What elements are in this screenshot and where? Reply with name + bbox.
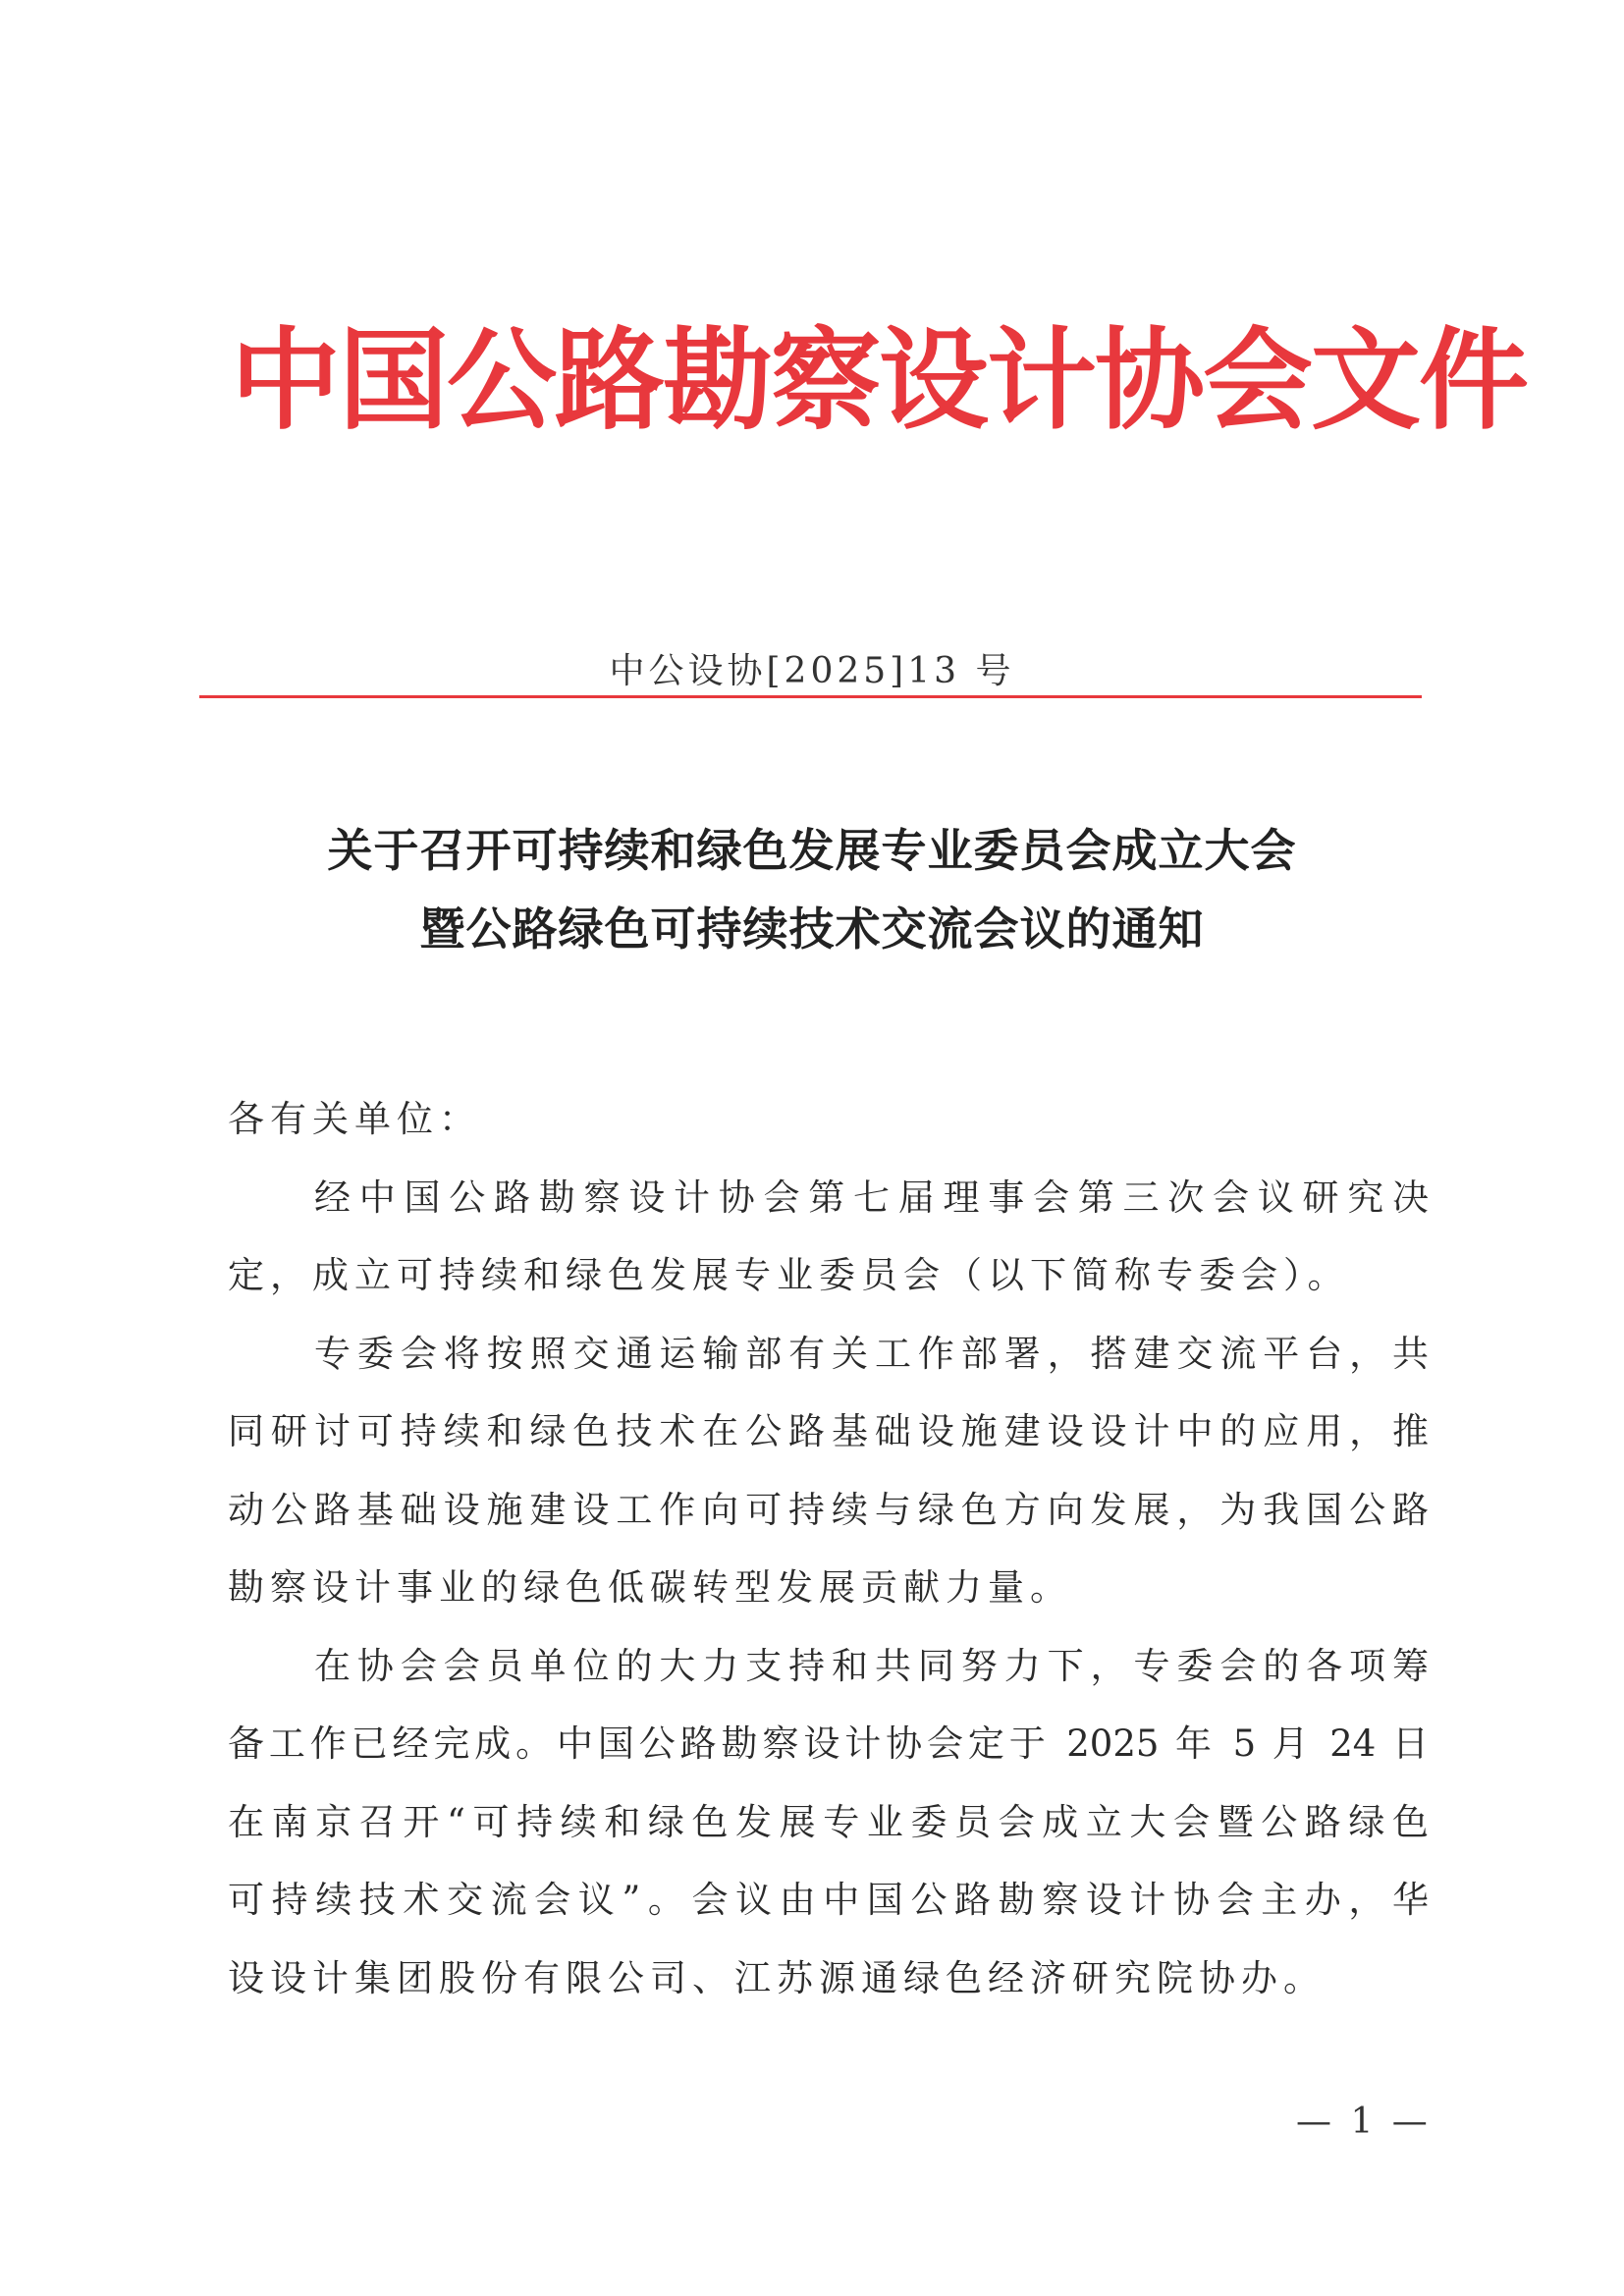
paragraph-3-line: 在南京召开“可持续和绿色发展专业委员会成立大会暨公路绿色 (228, 1800, 1429, 1843)
salutation: 各有关单位： (228, 1098, 481, 1140)
paragraph-2-line: 专委会将按照交通运输部有关工作部署，搭建交流平台，共 (314, 1332, 1429, 1375)
document-body (228, 1090, 1429, 2027)
paragraph-3-line: 可持续技术交流会议”。会议由中国公路勘察设计协会主办，华 (228, 1879, 1429, 1921)
paragraph-1-line: 经中国公路勘察设计协会第七届理事会第三次会议研究决 (314, 1175, 1429, 1219)
paragraph-3-line: 设设计集团股份有限公司、江苏源通绿色经济研究院协办。 (228, 1956, 1326, 1999)
issuing-org-header: 中国公路勘察设计协会文件 (231, 316, 1527, 445)
paragraph-2-line: 动公路基础设施建设工作向可持续与绿色方向发展，为我国公路 (228, 1488, 1429, 1531)
paragraph-2-line: 勘察设计事业的绿色低碳转型发展贡献力量。 (228, 1566, 1072, 1609)
paragraph-3-line: 备工作已经完成。中国公路勘察设计协会定于 2025 年 5 月 24 日 (228, 1722, 1429, 1765)
paragraph-3-line: 在协会会员单位的大力支持和共同努力下，专委会的各项筹 (314, 1644, 1429, 1687)
paragraph-2-line: 同研讨可持续和绿色技术在公路基础设施建设设计中的应用，推 (228, 1410, 1429, 1452)
paragraph-1-line: 定，成立可持续和绿色发展专业委员会（以下简称专委会）。 (228, 1254, 1350, 1296)
page-number: — 1 — (1296, 2102, 1432, 2142)
document-number: 中公设协[2025]13 号 (609, 651, 1015, 691)
notice-title-line-2: 暨公路绿色可持续技术交流会议的通知 (419, 902, 1205, 956)
red-divider-line (199, 695, 1422, 698)
notice-title-line-1: 关于召开可持续和绿色发展专业委员会成立大会 (327, 824, 1297, 877)
